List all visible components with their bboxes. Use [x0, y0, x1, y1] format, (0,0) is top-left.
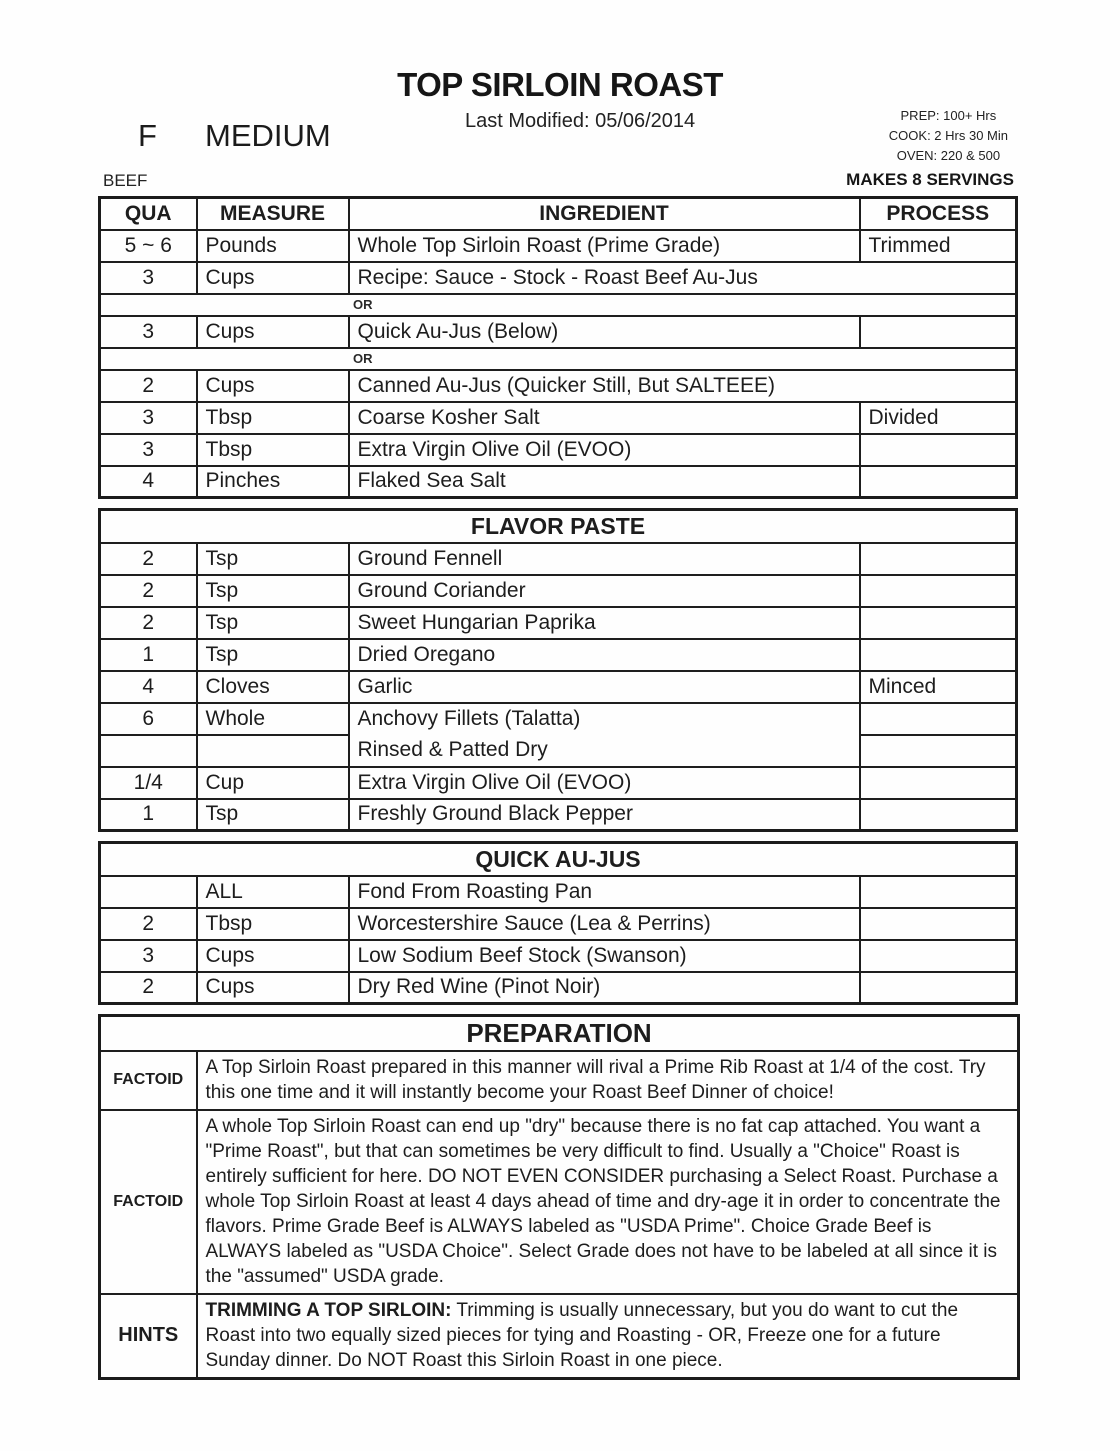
ingredient-cell: Ground Coriander: [349, 575, 860, 607]
qua-cell: 3: [100, 316, 197, 348]
qua-cell: 1/4: [100, 767, 197, 799]
process-cell: [860, 735, 1017, 767]
table-header-row: [100, 198, 1017, 230]
measure-cell: Pounds: [197, 230, 349, 262]
ingredient-row: [100, 370, 1017, 402]
measure-cell: Cup: [197, 767, 349, 799]
col-header-ingredient: INGREDIENT: [349, 198, 860, 230]
section-title-quick-aujus: QUICK AU-JUS: [100, 843, 1017, 876]
prep-row: [100, 1294, 1019, 1379]
ingredient-row: [100, 972, 1017, 1004]
qua-cell: 4: [100, 466, 197, 498]
section-header-row: [100, 1016, 1019, 1051]
prep-row-text: [197, 1294, 1019, 1379]
section-header-row: [100, 510, 1017, 543]
prep-row-text: A whole Top Sirloin Roast can end up "dry" because there is no fat cap attached. You want a "Prime Roast", but that can sometimes be very difficult to find. Usually a "Choice" Roast is entirely sufficient for here. DO NOT EVEN CONSIDER purchasing a Select Roast. Purchase a whole Top Sirloin Roast at least 4 days ahead of time and dry-age it in order to concentrate the flavors. Prime Grade Beef is ALWAYS labeled as "USDA Prime". Choice Grade Beef is ALWAYS labeled as "USDA Choice". Select Grade does not have to be labeled at all since it is the "assumed" USDA grade.: [197, 1110, 1019, 1294]
qua-cell: 5 ~ 6: [100, 230, 197, 262]
qua-cell: 1: [100, 799, 197, 831]
process-cell: [860, 607, 1017, 639]
process-cell: Divided: [860, 402, 1017, 434]
process-cell: [860, 940, 1017, 972]
process-cell: [860, 434, 1017, 466]
section-title-preparation: PREPARATION: [100, 1016, 1019, 1051]
measure-cell: Tbsp: [197, 402, 349, 434]
process-cell: [860, 972, 1017, 1004]
measure-cell: Tbsp: [197, 434, 349, 466]
ingredient-row: [100, 703, 1017, 735]
ingredient-cell: Whole Top Sirloin Roast (Prime Grade): [349, 230, 860, 262]
ingredient-cell: Worcestershire Sauce (Lea & Perrins): [349, 908, 860, 940]
ingredient-cell: Anchovy Fillets (Talatta): [349, 703, 860, 735]
qua-cell: 2: [100, 370, 197, 402]
or-label: OR: [100, 348, 1017, 370]
section-title-flavor-paste: FLAVOR PASTE: [100, 510, 1017, 543]
oven-temp: OVEN: 220 & 500: [896, 148, 1001, 163]
qua-cell: 2: [100, 543, 197, 575]
measure-cell: Cups: [197, 316, 349, 348]
qua-cell: 2: [100, 972, 197, 1004]
qua-cell: 1: [100, 639, 197, 671]
qua-cell: 4: [100, 671, 197, 703]
prep-row: [100, 1051, 1019, 1110]
process-cell: [860, 639, 1017, 671]
measure-cell: Cups: [197, 940, 349, 972]
ingredient-cell: Freshly Ground Black Pepper: [349, 799, 860, 831]
ingredient-row: [100, 402, 1017, 434]
prep-time: PREP: 100+ Hrs: [900, 108, 997, 123]
or-label: OR: [100, 294, 1017, 316]
ingredient-row: [100, 543, 1017, 575]
qua-cell: 2: [100, 575, 197, 607]
time-meta-block: [889, 106, 1008, 166]
qua-cell: 3: [100, 434, 197, 466]
process-cell: [860, 876, 1017, 908]
process-cell: [860, 908, 1017, 940]
ingredient-row: [100, 767, 1017, 799]
ingredient-row: [100, 671, 1017, 703]
ingredient-cell: Ground Fennell: [349, 543, 860, 575]
ingredient-row: [100, 735, 1017, 767]
qua-cell: 3: [100, 940, 197, 972]
last-modified: Last Modified: 05/06/2014: [465, 110, 696, 132]
category-label: BEEF: [103, 171, 148, 190]
ingredient-row: [100, 639, 1017, 671]
measure-cell: Cloves: [197, 671, 349, 703]
measure-cell: Tbsp: [197, 908, 349, 940]
ingredient-cell: Coarse Kosher Salt: [349, 402, 860, 434]
tables-area: [98, 196, 1017, 1389]
ingredient-cell: Extra Virgin Olive Oil (EVOO): [349, 767, 860, 799]
measure-cell: Tsp: [197, 543, 349, 575]
ingredient-cell: Fond From Roasting Pan: [349, 876, 860, 908]
ingredient-cell: Garlic: [349, 671, 860, 703]
ingredient-row: [100, 434, 1017, 466]
col-header-qua: QUA: [100, 198, 197, 230]
measure-cell: Whole: [197, 703, 349, 735]
ingredient-cell: Low Sodium Beef Stock (Swanson): [349, 940, 860, 972]
page-title: TOP SIRLOIN ROAST: [397, 66, 723, 103]
col-header-measure: MEASURE: [197, 198, 349, 230]
ingredient-row: [100, 799, 1017, 831]
measure-cell: Tsp: [197, 575, 349, 607]
prep-row-label: HINTS: [100, 1294, 197, 1379]
ingredient-cell: Dry Red Wine (Pinot Noir): [349, 972, 860, 1004]
ingredient-row: [100, 876, 1017, 908]
process-cell: [860, 543, 1017, 575]
cook-time: COOK: 2 Hrs 30 Min: [888, 128, 1008, 143]
hints-bold-lead: TRIMMING A TOP SIRLOIN:: [205, 1299, 452, 1321]
process-cell: [860, 575, 1017, 607]
preparation-table: [98, 1014, 1020, 1380]
prep-row-text: A Top Sirloin Roast prepared in this manner will rival a Prime Rib Roast at 1/4 of the cost. Try this one time and it will instantly become your Roast Beef Dinner of choice!: [197, 1051, 1019, 1110]
prep-row-label: FACTOID: [100, 1051, 197, 1110]
process-cell: [860, 767, 1017, 799]
ingredient-cell: Extra Virgin Olive Oil (EVOO): [349, 434, 860, 466]
ingredient-cell: Canned Au-Jus (Quicker Still, But SALTEEE): [349, 370, 1017, 402]
measure-cell: Tsp: [197, 639, 349, 671]
prep-row: [100, 1110, 1019, 1294]
or-separator-row: [100, 348, 1017, 370]
measure-cell: ALL: [197, 876, 349, 908]
ingredient-row: [100, 466, 1017, 498]
process-cell: [860, 316, 1017, 348]
measure-cell: [197, 735, 349, 767]
grade-letter: F: [138, 118, 157, 153]
qua-cell: 3: [100, 402, 197, 434]
ingredients-table: [98, 196, 1018, 499]
hints-body-text: Trimming is usually unnecessary, but you do want to cut the Roast into two equally sized pieces for tying and Roasting - OR, Freeze one for a future Sunday dinner. Do NOT Roast this Sirloin Roast in one piece.: [205, 1299, 959, 1371]
process-cell: Minced: [860, 671, 1017, 703]
ingredient-cell: Recipe: Sauce - Stock - Roast Beef Au-Jus: [349, 262, 1017, 294]
flavor-paste-table: [98, 508, 1018, 832]
qua-cell: [100, 735, 197, 767]
ingredient-row: [100, 316, 1017, 348]
ingredient-row: [100, 262, 1017, 294]
ingredient-row: [100, 607, 1017, 639]
ingredient-cell: Rinsed & Patted Dry: [349, 735, 860, 767]
measure-cell: Pinches: [197, 466, 349, 498]
quick-aujus-table: [98, 841, 1018, 1005]
ingredient-cell: Flaked Sea Salt: [349, 466, 860, 498]
measure-cell: Tsp: [197, 799, 349, 831]
measure-cell: Cups: [197, 370, 349, 402]
ingredient-cell: Sweet Hungarian Paprika: [349, 607, 860, 639]
ingredient-row: [100, 908, 1017, 940]
col-header-process: PROCESS: [860, 198, 1017, 230]
process-cell: [860, 466, 1017, 498]
doneness-label: MEDIUM: [205, 118, 331, 153]
prep-row-label: FACTOID: [100, 1110, 197, 1294]
qua-cell: 3: [100, 262, 197, 294]
or-separator-row: [100, 294, 1017, 316]
ingredient-cell: Dried Oregano: [349, 639, 860, 671]
process-cell: [860, 703, 1017, 735]
ingredient-row: [100, 940, 1017, 972]
ingredient-row: [100, 575, 1017, 607]
section-header-row: [100, 843, 1017, 876]
measure-cell: Tsp: [197, 607, 349, 639]
qua-cell: 2: [100, 908, 197, 940]
measure-cell: Cups: [197, 972, 349, 1004]
process-cell: Trimmed: [860, 230, 1017, 262]
qua-cell: 6: [100, 703, 197, 735]
ingredient-cell: Quick Au-Jus (Below): [349, 316, 860, 348]
measure-cell: Cups: [197, 262, 349, 294]
ingredient-row: [100, 230, 1017, 262]
process-cell: [860, 799, 1017, 831]
qua-cell: [100, 876, 197, 908]
qua-cell: 2: [100, 607, 197, 639]
servings-label: MAKES 8 SERVINGS: [846, 170, 1014, 189]
